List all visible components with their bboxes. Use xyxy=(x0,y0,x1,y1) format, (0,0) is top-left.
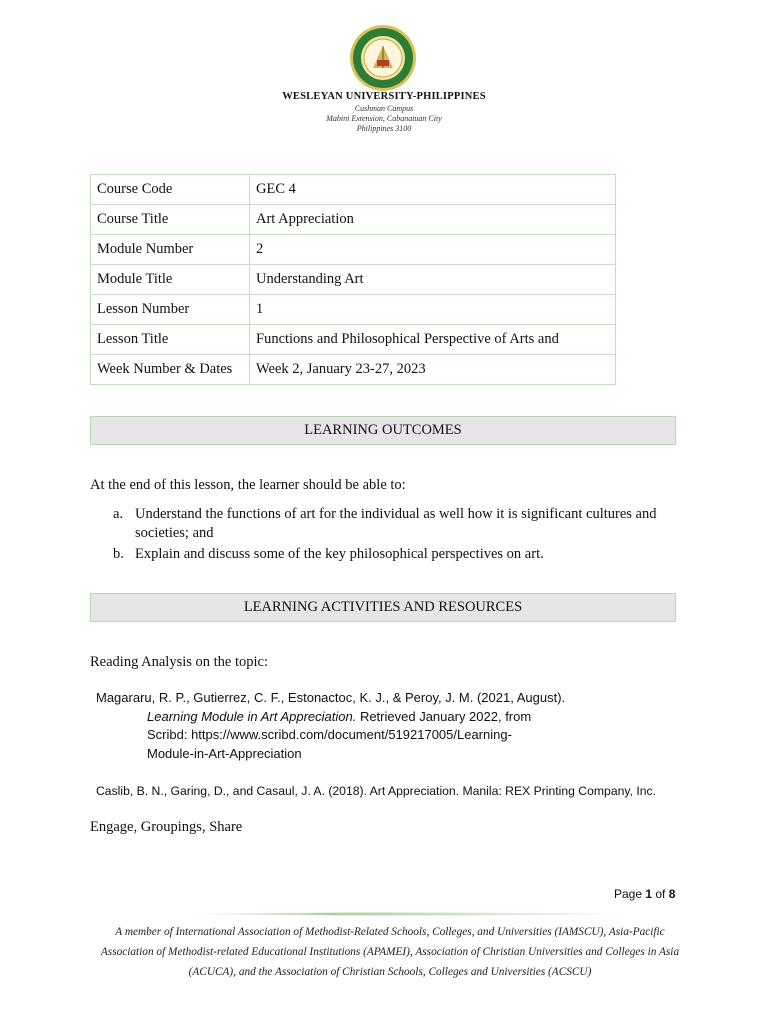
outcome-text: Understand the functions of art for the individual as well how it is significant cultures and xyxy=(135,506,657,522)
footer-membership-text: A member of International Association of Methodist-Related Schools, Colleges, and Universities (IAMSCU), Asia-Pacific Association of Methodist-related Educational Institutions (APAMEI), Association of Christian Universities and Colleges in Asia (ACUCA), and the Association of Christian Schools, Colleges and Universities (ACSCU) xyxy=(100,926,680,978)
reference-title: Learning Module in Art Appreciation. xyxy=(147,708,357,724)
university-seal-logo xyxy=(349,24,417,92)
table-row xyxy=(91,265,616,295)
reference-authors: Magararu, R. P., Gutierrez, C. F., Estonactoc, K. J., & Peroy, J. M. (2021, August). xyxy=(96,690,566,705)
learning-activities-heading: LEARNING ACTIVITIES AND RESOURCES xyxy=(90,593,676,622)
page-number: Page 1 of 8 xyxy=(614,887,676,901)
row-label: Module Title xyxy=(91,265,250,295)
outcomes-intro: At the end of this lesson, the learner should be able to: xyxy=(90,477,406,493)
row-value: Art Appreciation xyxy=(250,205,616,235)
row-label: Lesson Title xyxy=(91,325,250,355)
address-line: Mabini Extension, Cabanatuan City xyxy=(326,114,442,123)
address-line: Philippines 3100 xyxy=(356,124,412,133)
table-row xyxy=(91,295,616,325)
row-value: Understanding Art xyxy=(250,265,616,295)
table-row xyxy=(91,175,616,205)
row-label: Week Number & Dates xyxy=(91,355,250,385)
reference-1 xyxy=(96,689,676,763)
engage-text: Engage, Groupings, Share xyxy=(90,819,243,835)
list-marker: b. xyxy=(113,546,124,562)
row-label: Lesson Number xyxy=(91,295,250,325)
page-total: 8 xyxy=(668,887,676,901)
list-item xyxy=(113,505,688,543)
course-info-table xyxy=(90,174,616,385)
list-marker: a. xyxy=(113,506,124,522)
outcome-text: Explain and discuss some of the key philosophical perspectives on art. xyxy=(135,546,544,562)
table-row xyxy=(91,205,616,235)
list-item xyxy=(113,545,688,564)
footer-divider xyxy=(170,911,640,917)
table-row xyxy=(91,325,616,355)
row-label: Course Code xyxy=(91,175,250,205)
row-value: Functions and Philosophical Perspective of Arts and xyxy=(250,325,616,355)
row-value: 2 xyxy=(250,235,616,265)
outcome-text-cont: societies; and xyxy=(135,525,214,541)
reference-2: Caslib, B. N., Garing, D., and Casaul, J. A. (2018). Art Appreciation. Manila: REX Printing Company, Inc. xyxy=(96,784,656,798)
row-value: Week 2, January 23-27, 2023 xyxy=(250,355,616,385)
row-label: Module Number xyxy=(91,235,250,265)
outcomes-list xyxy=(113,505,688,566)
page-current: 1 xyxy=(645,887,653,901)
reference-url: Scribd: https://www.scribd.com/document/519217005/Learning- xyxy=(147,727,512,742)
address-line: Cushman Campus xyxy=(354,104,414,113)
university-name: WESLEYAN UNIVERSITY-PHILIPPINES xyxy=(282,91,486,102)
table-row xyxy=(91,355,616,385)
reference-retrieved: Retrieved January 2022, from xyxy=(356,708,532,724)
reference-url-cont: Module-in-Art-Appreciation xyxy=(147,745,302,761)
learning-outcomes-heading: LEARNING OUTCOMES xyxy=(90,416,676,445)
row-value: 1 xyxy=(250,295,616,325)
row-value: GEC 4 xyxy=(250,175,616,205)
reading-intro: Reading Analysis on the topic: xyxy=(90,654,269,670)
row-label: Course Title xyxy=(91,205,250,235)
table-row xyxy=(91,235,616,265)
